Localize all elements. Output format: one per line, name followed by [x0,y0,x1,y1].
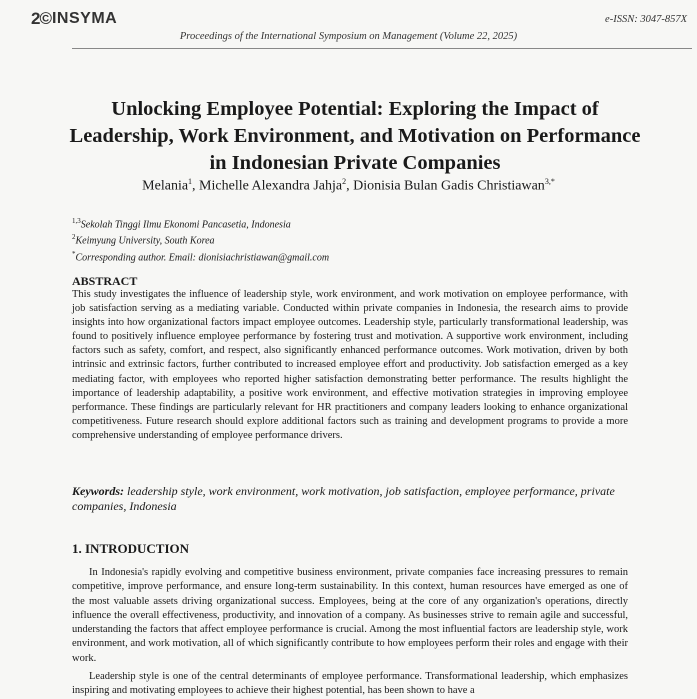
author-name: Michelle Alexandra Jahja [199,178,343,194]
author-list: Melania$^1$, Michelle Alexandra Jahja$^2$, Dionisia Bulan Gadis Christiawan$^{3,*}$ [142,177,555,194]
affiliation-text: Corresponding author. Email: dionisiachristiawan@gmail.com [75,251,330,263]
affiliation-text: Keimyung University, South Korea [75,235,215,247]
insyma-logo [31,9,117,29]
author-sup: 2 [342,177,347,186]
author-sup: 3,* [544,177,555,186]
section-heading: 1. INTRODUCTION [72,541,190,556]
affiliation-line [72,231,329,247]
affiliation-line [72,248,329,264]
paper-title: Unlocking Employee Potential: Exploring the Impact of Leadership, Work Environment, and Motivation on Performance in Indonesian Private Companies [69,98,641,174]
affiliation-line [72,215,329,231]
abstract-heading: ABSTRACT [72,274,138,288]
issn-label: e-ISSN: 3047-857X [605,14,687,25]
intro-paragraph-1: In Indonesia's rapidly evolving and competitive business environment, private companies face increasing pressures to remain competitive, improve performance, and ensure long-term sustainability. In this context, human resources have emerged as one of the most valuable assets driving organizational success. Employees, being at the core of any organization's operations, directly influence the overall effectiveness, productivity, and innovation of a company. As businesses strive to remain agile and successful, understanding the factors that affect employee performance is crucial. Among the most influential factors are leadership style, work environment, and work motivation, all of which significantly contribute to how employees perform their roles and engage with their work. [72,567,628,664]
author-name: Melania [142,178,189,194]
proceedings-header: Proceedings of the International Symposium on Management (Volume 22, 2025) [179,31,518,42]
affiliations [72,215,329,264]
affiliation-sup: 2 [72,233,76,242]
keywords-text: leadership style, work environment, work motivation, job satisfaction, employee performance, private companies, Indonesia [72,484,615,513]
logo-mark: 2© [31,9,51,28]
intro-paragraph-2: Leadership style is one of the central determinants of employee performance. Transformational leadership, which emphasizes inspiring and motivating employees to achieve their highest potential, has been shown to have a [72,671,628,697]
keywords-label: Keywords: [72,484,124,498]
keywords [72,484,628,514]
abstract-body: This study investigates the influence of leadership style, work environment, and work motivation on employee performance, with job satisfaction serving as a mediating variable. Conducted within private companies in Indonesia, the research aims to provide insights into how organizational factors impact employee outcomes. Leadership style, particularly transformational leadership, was found to positively influence employee performance by fostering trust and motivation. A supportive work environment, including factors such as safety, comfort, and respect, also significantly enhanced performance outcomes. Work motivation, driven by both intrinsic and extrinsic factors, further contributed to increased employee effort and productivity. Job satisfaction emerged as a key mediating factor, with employees who reported higher satisfaction demonstrating better performance. The results highlight the importance of leadership adaptability, a positive work environment, and effective motivation strategies in improving employee performance. These findings are particularly relevant for HR practitioners and company leaders looking to enhance organizational competitiveness. Future research should explore additional factors such as training and development programs to provide a more comprehensive understanding of employee performance drivers. [72,289,628,441]
author-sup: 1 [188,177,193,186]
logo-text: INSYMA [51,10,118,27]
affiliation-sup: * [72,249,76,258]
header-rule [72,48,692,49]
affiliation-text: Sekolah Tinggi Ilmu Ekonomi Pancasetia, Indonesia [80,219,291,231]
affiliation-sup: 1,3 [72,217,81,225]
author-name: Dionisia Bulan Gadis Christiawan [353,178,545,194]
